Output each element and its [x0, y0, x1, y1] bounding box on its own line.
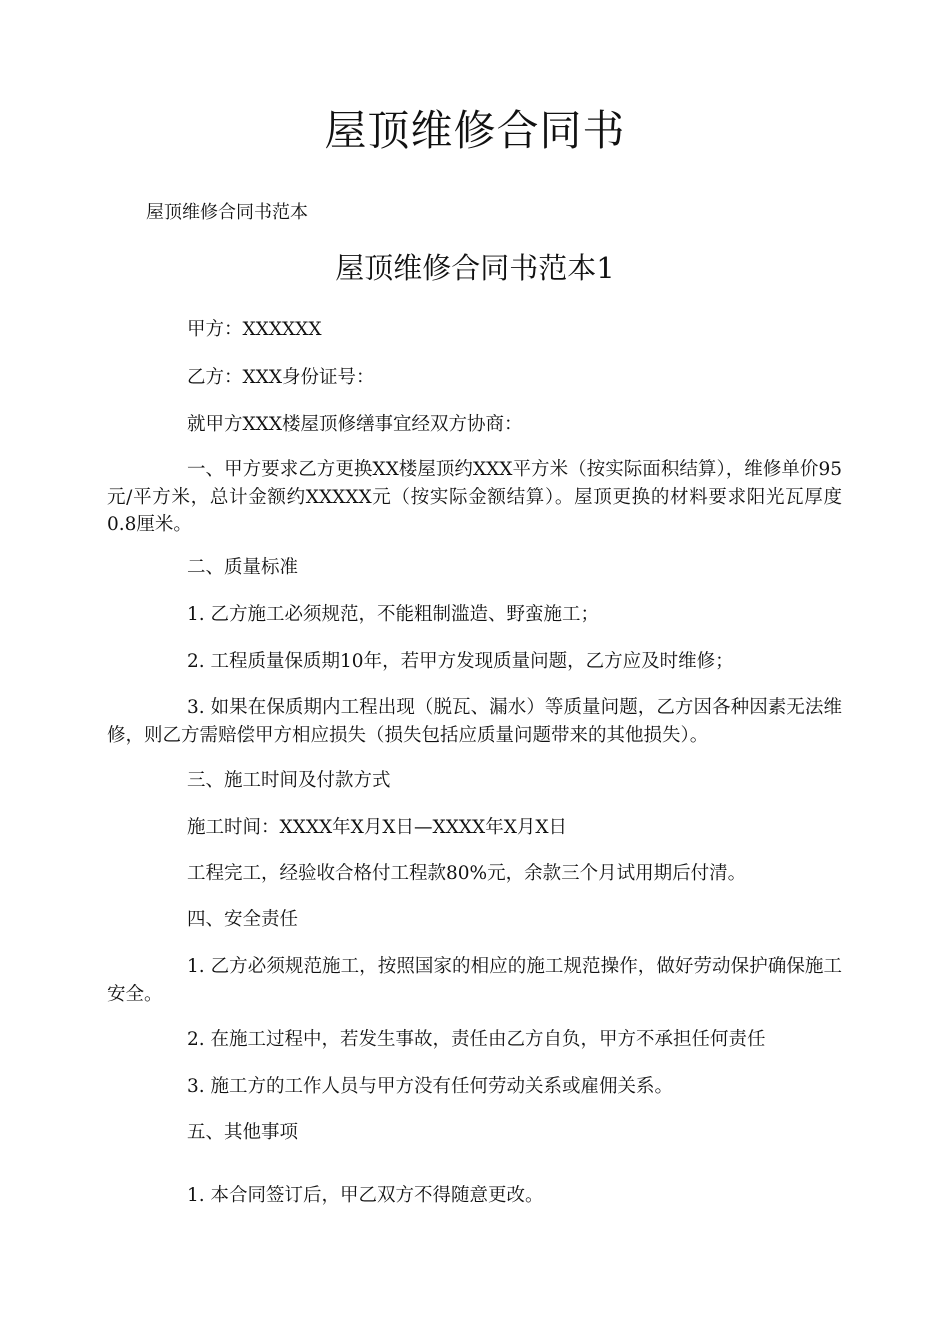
section-schedule-heading: 三、施工时间及付款方式 [187, 770, 391, 791]
section-title: 屋顶维修合同书范本1 [335, 251, 615, 285]
clause-1-paragraph: 一、甲方要求乙方更换XX楼屋顶约XXX平方米（按实际面积结算），维修单价95元/平方米，总计金额约XXXXX元（按实际金额结算）。屋顶更换的材料要求阳光瓦厚度0.8厘米。 [107, 459, 842, 535]
party-b-line: 乙方：XXX身份证号： [187, 367, 375, 388]
safety-item-1: 1. 乙方必须规范施工，按照国家的相应的施工规范操作，做好劳动保护确保施工安全。 [107, 956, 842, 1005]
section-safety-heading: 四、安全责任 [187, 909, 299, 930]
payment-terms-line: 工程完工，经验收合格付工程款80%元，余款三个月试用期后付清。 [187, 863, 747, 884]
safety-item-3: 3. 施工方的工作人员与甲方没有任何劳动关系或雇佣关系。 [187, 1076, 674, 1097]
quality-item-1: 1. 乙方施工必须规范，不能粗制滥造、野蛮施工； [187, 604, 600, 625]
agreement-intro: 就甲方XXX楼屋顶修缮事宜经双方协商： [187, 414, 523, 435]
safety-item-2: 2. 在施工过程中，若发生事故，责任由乙方自负，甲方不承担任何责任 [187, 1029, 766, 1050]
other-item-1: 1. 本合同签订后，甲乙双方不得随意更改。 [187, 1185, 544, 1206]
document-subheading: 屋顶维修合同书范本 [146, 202, 308, 223]
quality-item-2: 2. 工程质量保质期10年，若甲方发现质量问题，乙方应及时维修； [187, 651, 734, 672]
section-other-heading: 五、其他事项 [187, 1122, 299, 1143]
quality-item-3: 3. 如果在保质期内工程出现（脱瓦、漏水）等质量问题，乙方因各种因素无法维修，则乙方需赔偿甲方相应损失（损失包括应质量问题带来的其他损失）。 [107, 697, 842, 746]
document-title: 屋顶维修合同书 [324, 106, 626, 155]
party-a-line: 甲方：XXXXXX [187, 319, 322, 340]
construction-time-line: 施工时间：XXXX年X月X日—XXXX年X月X日 [187, 817, 568, 838]
section-quality-heading: 二、质量标准 [187, 557, 299, 578]
